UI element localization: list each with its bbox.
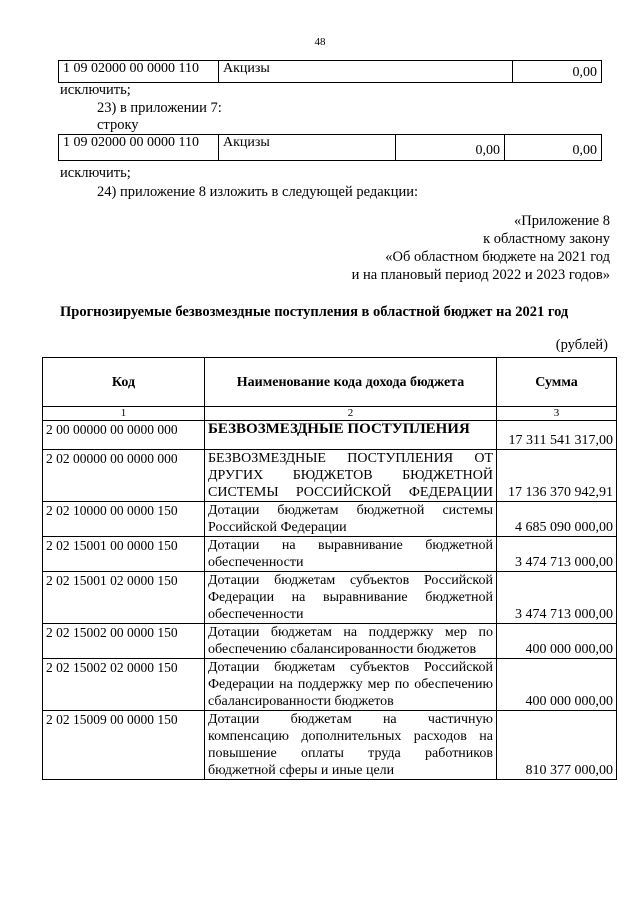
header-code: Код [43,358,205,407]
row-name: Дотации бюджетам субъектов Российской Федерации на поддержку мер по обеспечению сбалансированности бюджетов [205,659,497,711]
row-sum-1: 0,00 [396,135,505,161]
table-row [43,659,617,711]
column-number-2: 2 [205,407,497,421]
row-name: Дотации бюджетам на частичную компенсацию дополнительных расходов на повышение оплаты труда работников бюджетной сферы и иные цели [205,711,497,780]
item-24-line: 24) приложение 8 изложить в следующей редакции: [97,184,419,200]
exclude-line: исключить; [60,82,131,98]
header-sum: Сумма [497,358,617,407]
table-row [43,624,617,659]
excluded-table-appendix-6 [58,60,602,83]
row-sum: 17 311 541 317,00 [497,421,617,450]
row-name: БЕЗВОЗМЕЗДНЫЕ ПОСТУПЛЕНИЯ [205,421,497,450]
page-title: Прогнозируемые безвозмездные поступления в областной бюджет на 2021 год [60,304,569,320]
row-sum: 3 474 713 000,00 [497,537,617,572]
appendix-line-3: «Об областном бюджете на 2021 год [385,248,610,265]
table-header-row [43,358,617,407]
column-number-row [43,407,617,421]
row-sum-2: 0,00 [505,135,602,161]
revenue-table [42,357,617,780]
row-sum: 810 377 000,00 [497,711,617,780]
row-code: 2 02 00000 00 0000 000 [43,450,205,502]
row-sum: 3 474 713 000,00 [497,572,617,624]
row-code: 2 02 15001 00 0000 150 [43,537,205,572]
row-code: 2 02 15009 00 0000 150 [43,711,205,780]
table-row [43,502,617,537]
row-code: 2 02 15002 02 0000 150 [43,659,205,711]
excluded-table-appendix-7 [58,134,602,161]
appendix-caption [352,213,610,285]
table-row [59,61,602,83]
column-number-3: 3 [497,407,617,421]
row-sum: 4 685 090 000,00 [497,502,617,537]
appendix-line-4: и на плановый период 2022 и 2023 годов» [351,266,610,283]
table-row [43,572,617,624]
row-code: 2 02 15001 02 0000 150 [43,572,205,624]
row-code: 1 09 02000 00 0000 110 [59,61,219,83]
row-name: Дотации на выравнивание бюджетной обеспеченности [205,537,497,572]
row-code: 1 09 02000 00 0000 110 [59,135,219,161]
header-name: Наименование кода дохода бюджета [205,358,497,407]
row-code: 2 02 15002 00 0000 150 [43,624,205,659]
row-name: Дотации бюджетам бюджетной системы Российской Федерации [205,502,497,537]
row-code: 2 02 10000 00 0000 150 [43,502,205,537]
table-row [43,537,617,572]
table-row [43,421,617,450]
column-number-1: 1 [43,407,205,421]
table-row [43,711,617,780]
row-name: Дотации бюджетам на поддержку мер по обеспечению сбалансированности бюджетов [205,624,497,659]
row-sum: 17 136 370 942,91 [497,450,617,502]
row-sum: 0,00 [513,61,602,83]
row-sum: 400 000 000,00 [497,659,617,711]
row-code: 2 00 00000 00 0000 000 [43,421,205,450]
appendix-line-2: к областному закону [483,230,610,247]
row-name: Акцизы [219,135,396,161]
row-word-line: строку [97,117,139,133]
item-23-line: 23) в приложении 7: [97,100,222,116]
appendix-line-1: «Приложение 8 [514,213,610,229]
row-sum: 400 000 000,00 [497,624,617,659]
exclude-line: исключить; [60,165,131,181]
row-name: Дотации бюджетам субъектов Российской Федерации на выравнивание бюджетной обеспеченности [205,572,497,624]
table-row [43,450,617,502]
row-name: Акцизы [219,61,513,83]
row-name: БЕЗВОЗМЕЗДНЫЕ ПОСТУПЛЕНИЯ ОТ ДРУГИХ БЮДЖЕТОВ БЮДЖЕТНОЙ СИСТЕМЫ РОССИЙСКОЙ ФЕДЕРАЦИИ [205,450,497,502]
page-number: 48 [314,36,326,48]
units-label: (рублей) [555,337,608,353]
table-row [59,135,602,161]
